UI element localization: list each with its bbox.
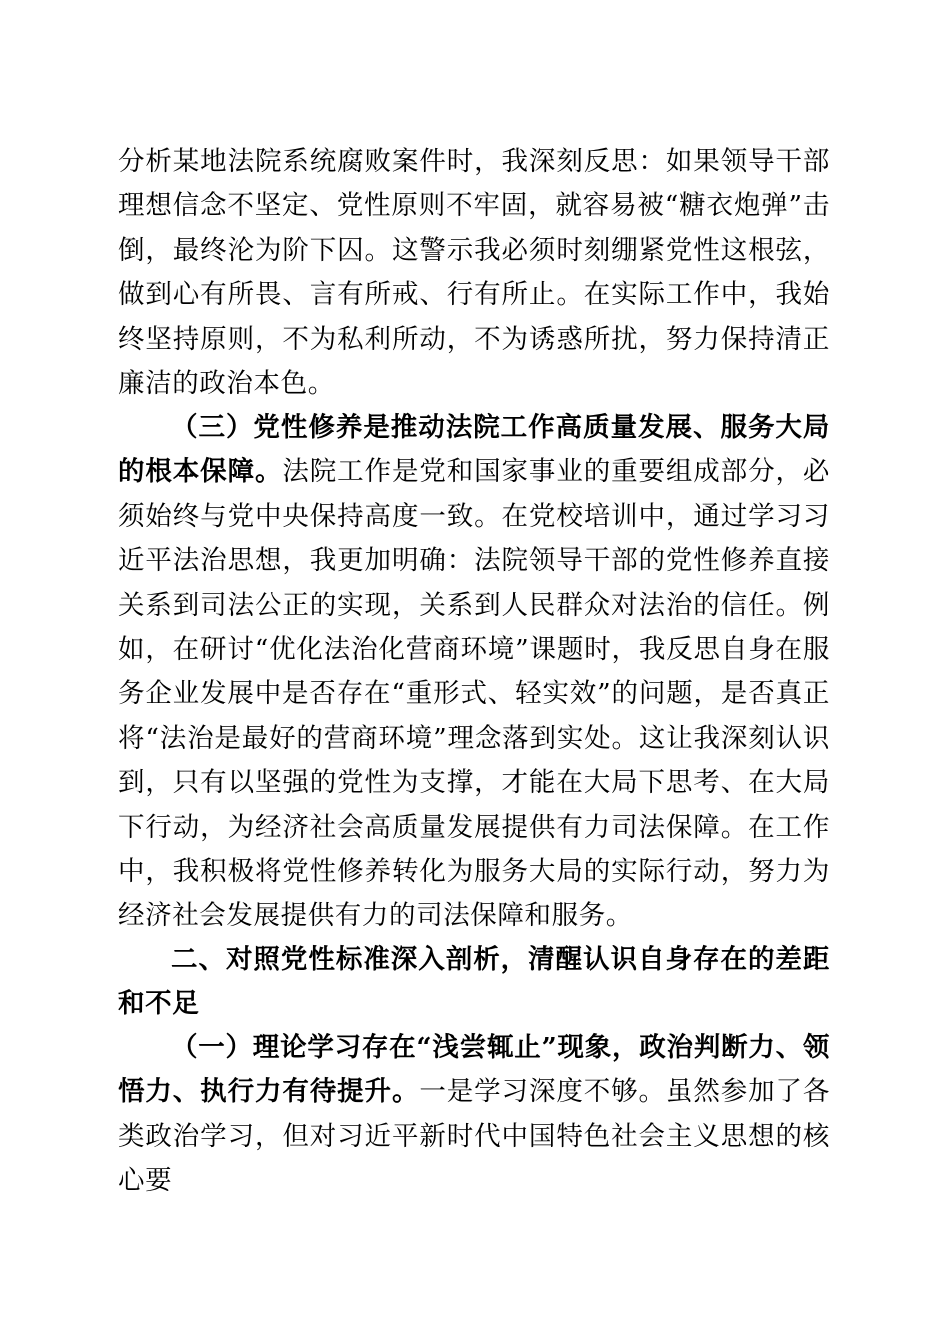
paragraph-body: 一是学习深度不够。虽然参加了各类政治学习，但对习近平新时代中国特色社会主义思想的核心要: [118, 1076, 830, 1197]
paragraph-body: 分析某地法院系统腐败案件时，我深刻反思：如果领导干部理想信念不坚定、党性原则不牢固，就容易被“糖衣炮弹”击倒，最终沦为阶下囚。这警示我必须时刻绷紧党性这根弦，做到心有所畏、言有所戒、行有所止。在实际工作中，我始终坚持原则，不为私利所动，不为诱惑所扰，努力保持清正廉洁的政治本色。: [118, 146, 830, 400]
paragraph-section-three: [118, 406, 830, 939]
paragraph-subsection-one: [118, 1026, 830, 1204]
paragraph-body: 法院工作是党和国家事业的重要组成部分，必须始终与党中央保持高度一致。在党校培训中，通过学习习近平法治思想，我更加明确：法院领导干部的党性修养直接关系到司法公正的实现，关系到人民群众对法治的信任。例如，在研讨“优化法治化营商环境”课题时，我反思自身在服务企业发展中是否存在“重形式、轻实效”的问题，是否真正将“法治是最好的营商环境”理念落到实处。这让我深刻认识到，只有以坚强的党性为支撑，才能在大局下思考、在大局下行动，为经济社会高质量发展提供有力司法保障。在工作中，我积极将党性修养转化为服务大局的实际行动，努力为经济社会发展提供有力的司法保障和服务。: [118, 456, 830, 932]
paragraph-continuation: [118, 140, 830, 406]
paragraph-lead: （一）理论学习存在“浅尝辄止”现象，政治判断力、领悟力、执行力有待提升。: [118, 1032, 830, 1108]
section-heading: 二、对照党性标准深入剖析，清醒认识自身存在的差距和不足: [118, 944, 830, 1020]
paragraph-lead: （三）党性修养是推动法院工作高质量发展、服务大局的根本保障。: [118, 412, 830, 488]
